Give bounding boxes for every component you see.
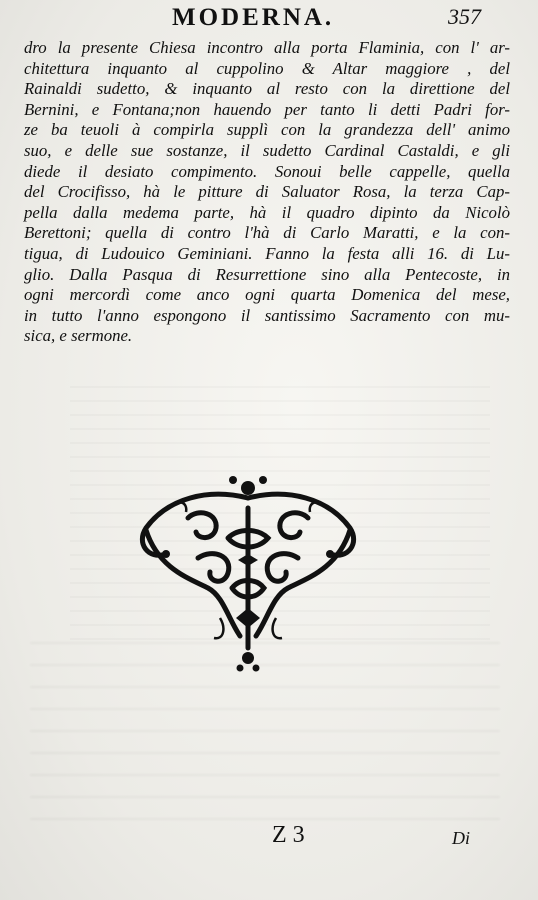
text-line: dro la presente Chiesa incontro alla porta Flaminia, con l' ar- (24, 38, 510, 57)
text-line: suo, e delle sue sostanze, il sudetto Cardinal Castaldi, e gli (24, 140, 510, 160)
text-line-last: sica, e sermone. (24, 326, 133, 346)
running-head: MODERNA. (172, 4, 335, 31)
fleuron-ornament (128, 468, 368, 680)
text-line: Rainaldi sudetto, & inquanto al resto con la direttione del (24, 79, 510, 99)
body-text (24, 38, 510, 347)
text-line: chitettura inquanto al cuppolino & Altar maggiore , del (24, 58, 510, 78)
catchword: Di (452, 828, 470, 848)
text-line: tigua, di Ludouico Geminiani. Fanno la festa alli 16. di Lu- (24, 243, 510, 263)
text-line: del Crocifisso, hà le pitture di Saluator Rosa, la terza Cap- (24, 182, 510, 202)
text-line: glio. Dalla Pasqua di Resurrettione sino alla Pentecoste, in (24, 264, 510, 284)
text-line: pella dalla medema parte, hà il quadro dipinto da Nicolò (24, 202, 510, 222)
text-line: Berettoni; quella di contro l'hà di Carlo Maratti, e la con- (24, 223, 510, 243)
text-line: ogni mercordì come anco ogni quarta Domenica del mese, (24, 285, 510, 305)
text-line: ze ba teuoli à compirla supplì con la grandezza dell' animo (24, 120, 510, 140)
text-line: Bernini, e Fontana;non hauendo per tanto li detti Padri for- (24, 99, 510, 119)
signature-mark: Z 3 (272, 822, 305, 848)
text-line: in tutto l'anno espongono il santissimo Sacramento con mu- (24, 305, 510, 325)
page-header (0, 4, 538, 40)
text-line: diede il desiato compimento. Sonoui belle cappelle, quella (24, 161, 510, 181)
page-number: 357 (448, 4, 481, 29)
